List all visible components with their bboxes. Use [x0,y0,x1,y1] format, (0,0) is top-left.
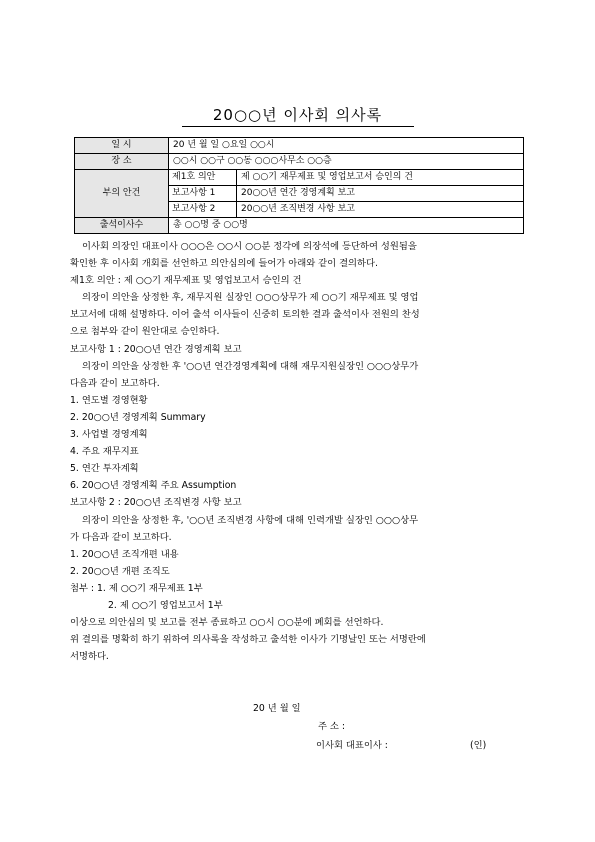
place-value: ○○시 ○○구 ○○동 ○○○사무소 ○○층 [169,154,524,170]
attachment-item: 첨부 : 1. 제 ○○기 재무제표 1부 [70,582,203,594]
agenda-no: 제1호 의안 [169,170,237,186]
body-line: 서명하다. [70,651,109,663]
minutes-body [70,238,530,665]
body-line: 가 다음과 같이 보고하다. [70,531,172,543]
body-line: 확인한 후 이사회 개회를 선언하고 의안심의에 들어가 아래와 같이 결의하다. [70,258,378,270]
signature-date: 20 년 월 일 [253,703,301,714]
report-heading: 보고사항 1 : 20○○년 연간 경영계획 보고 [70,343,242,355]
report-heading: 보고사항 2 : 20○○년 조직변경 사항 보고 [70,497,242,509]
agenda-content: 제 ○○기 재무제표 및 영업보고서 승인의 건 [237,170,524,186]
list-item: 3. 사업별 경영계획 [70,429,148,441]
list-item: 6. 20○○년 경영계획 주요 Assumption [70,480,237,492]
attendance-value: 총 ○○명 중 ○○명 [169,218,524,234]
body-line: 이상으로 의안심의 및 보고를 전부 종료하고 ○○시 ○○분에 폐회를 선언하다. [70,617,384,629]
body-line: 위 결의를 명확히 하기 위하여 의사록을 작성하고 출석한 이사가 기명날인 또는 서명란에 [70,634,426,646]
list-item: 1. 연도별 경영현황 [70,394,148,406]
agenda-no: 보고사항 1 [169,186,237,202]
body-line: 의장이 의안을 상정한 후, 재무지원 실장인 ○○○상무가 제 ○○기 재무제표 및 영업 [82,292,419,304]
body-line: 의장이 의안을 상정한 후 '○○년 연간경영계획에 대해 재무지원실장인 ○○○상무가 [82,360,419,372]
table-row [75,138,524,154]
attachment-item: 2. 제 ○○기 영업보고서 1부 [108,599,223,611]
agenda-label: 부의 안건 [75,170,169,218]
body-line: 다음과 같이 보고하다. [70,377,160,389]
datetime-value: 20 년 월 일 ○요일 ○○시 [169,138,524,154]
title-underline [182,126,414,127]
body-line: 보고서에 대해 설명하다. 이어 출석 이사들이 신중히 토의한 결과 출석이사 전원의 찬성 [70,309,420,321]
meeting-info-table [74,137,524,234]
list-item: 2. 20○○년 경영계획 Summary [70,411,206,423]
agenda-content: 20○○년 조직변경 사항 보고 [237,202,524,218]
agenda-heading: 제1호 의안 : 제 ○○기 재무제표 및 영업보고서 승인의 건 [70,275,302,287]
list-item: 4. 주요 재무지표 [70,446,139,458]
body-line: 으로 첨부와 같이 원안대로 승인하다. [70,326,220,338]
list-item: 5. 연간 투자계획 [70,463,139,475]
attendance-label: 출석이사수 [75,218,169,234]
page-title: 20○○년 이사회 의사록 [212,106,383,124]
agenda-content: 20○○년 연간 경영계획 보고 [237,186,524,202]
place-label: 장 소 [75,154,169,170]
table-row [75,170,524,186]
agenda-no: 보고사항 2 [169,202,237,218]
table-row [75,154,524,170]
representative-label: 이사회 대표이사 : [316,740,388,751]
table-row [75,218,524,234]
list-item: 2. 20○○년 개편 조직도 [70,565,170,577]
body-line: 의장이 의안을 상정한 후, '○○년 조직변경 사항에 대해 인력개발 실장인 ○○○상무 [82,514,419,526]
list-item: 1. 20○○년 조직개편 내용 [70,548,179,560]
address-label: 주 소 : [318,721,346,732]
datetime-label: 일 시 [75,138,169,154]
body-line: 이사회 의장인 대표이사 ○○○은 ○○시 ○○분 정각에 의장석에 등단하여 성원됨을 [82,241,417,252]
seal-mark: (인) [470,740,487,751]
